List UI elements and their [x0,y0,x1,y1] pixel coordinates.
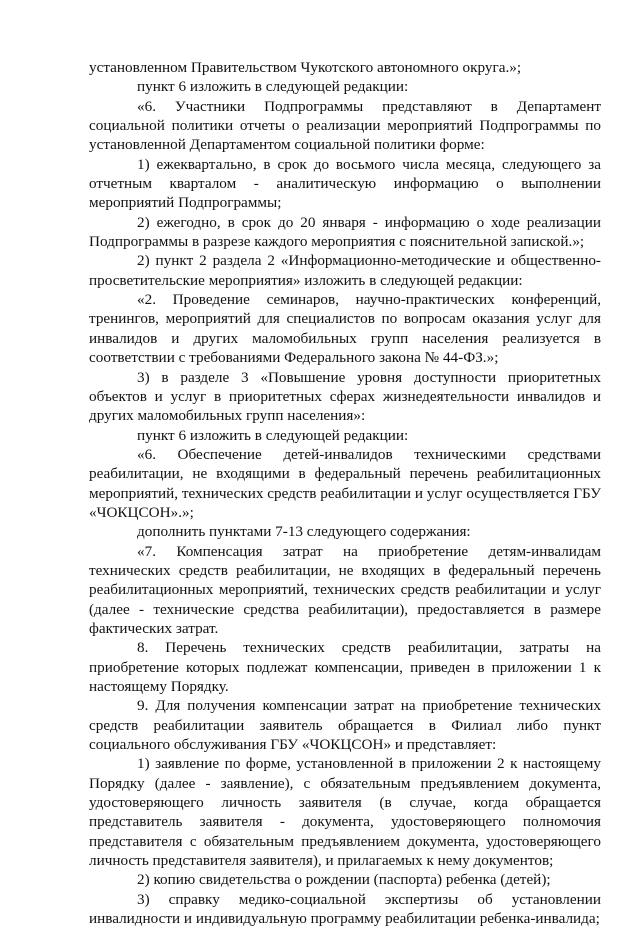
paragraph-subitem-3-medical-certificate: 3) справку медико-социальной экспертизы об установлении инвалидности и индивидуальную программу реабилитации ребенка-инвалида; [89,890,601,928]
document-body [89,58,601,928]
paragraph-continuation: установленном Правительством Чукотского автономного округа.»; [89,59,522,76]
paragraph-clause-8-list: 8. Перечень технических средств реабилитации, затраты на приобретение которых подлежат компенсации, приведен в приложении 1 к настоящему Порядку. [89,639,601,695]
paragraph-clause-2-seminars: «2. Проведение семинаров, научно-практических конференций, тренингов, мероприятий для специалистов по вопросам оказания услуг для инвалидов и других маломобильных групп населения реализуется в соответствии с требованиями Федерального закона № 44-ФЗ.»; [89,291,601,367]
paragraph-subitem-2-birth-certificate: 2) копию свидетельства о рождении (паспорта) ребенка (детей); [137,871,551,889]
paragraph-item-6-instruction-2: пункт 6 изложить в следующей редакции: [137,426,409,444]
paragraph-clause-6: «6. Участники Подпрограммы представляют в Департамент социальной политики отчеты о реализации мероприятий Подпрограммы по установленной Департаментом социальной политики форме: [89,97,601,154]
paragraph-clause-9-application: 9. Для получения компенсации затрат на приобретение технических средств реабилитации заявитель обращается в Филиал либо пункт социального обслуживания ГБУ «ЧОКЦСОН» и представляет: [89,697,601,754]
paragraph-subitem-2-annual: 2) ежегодно, в срок до 20 января - информацию о ходе реализации Подпрограммы в разрезе каждого мероприятия с пояснительной запиской.»; [89,213,601,251]
paragraph-section-2-instruction: 2) пункт 2 раздела 2 «Информационно-методические и общественно-просветительские мероприятия» изложить в следующей редакции: [89,252,601,289]
paragraph-subitem-1-quarterly: 1) ежеквартально, в срок до восьмого числа месяца, следующего за отчетным кварталом - аналитическую информацию о выполнении мероприятий Подпрограммы; [89,155,601,212]
paragraph-item-6-instruction: пункт 6 изложить в следующей редакции: [137,78,409,96]
paragraph-section-3-instruction: 3) в разделе 3 «Повышение уровня доступности приоритетных объектов и услуг в приоритетных сферах жизнедеятельности инвалидов и других маломобильных групп населения»: [89,368,601,425]
paragraph-clause-7-compensation: «7. Компенсация затрат на приобретение детям-инвалидам технических средств реабилитации, не входящих в федеральный перечень реабилитационных мероприятий, технических средств реабилитации и услуг (далее - технические средства реабилитации), предоставляется в размере фактических затрат. [89,542,601,637]
paragraph-clause-6-provision: «6. Обеспечение детей-инвалидов техническими средствами реабилитации, не входящими в федеральный перечень реабилитационных мероприятий, технических средств реабилитации и услуг осуществляется ГБУ «ЧОКЦСОН».»; [89,445,601,521]
paragraph-addition-7-13: дополнить пунктами 7-13 следующего содержания: [137,523,471,541]
paragraph-subitem-1-statement: 1) заявление по форме, установленной в приложении 2 к настоящему Порядку (далее - заявление), с обязательным предъявлением документа, удостоверяющего личность заявителя (в случае, когда обращается представитель заявителя - документа, удостоверяющего полномочия представителя с обязательным предъявлением документа, удостоверяющего личность представителя заявителя), и прилагаемых к нему документов; [89,755,601,870]
